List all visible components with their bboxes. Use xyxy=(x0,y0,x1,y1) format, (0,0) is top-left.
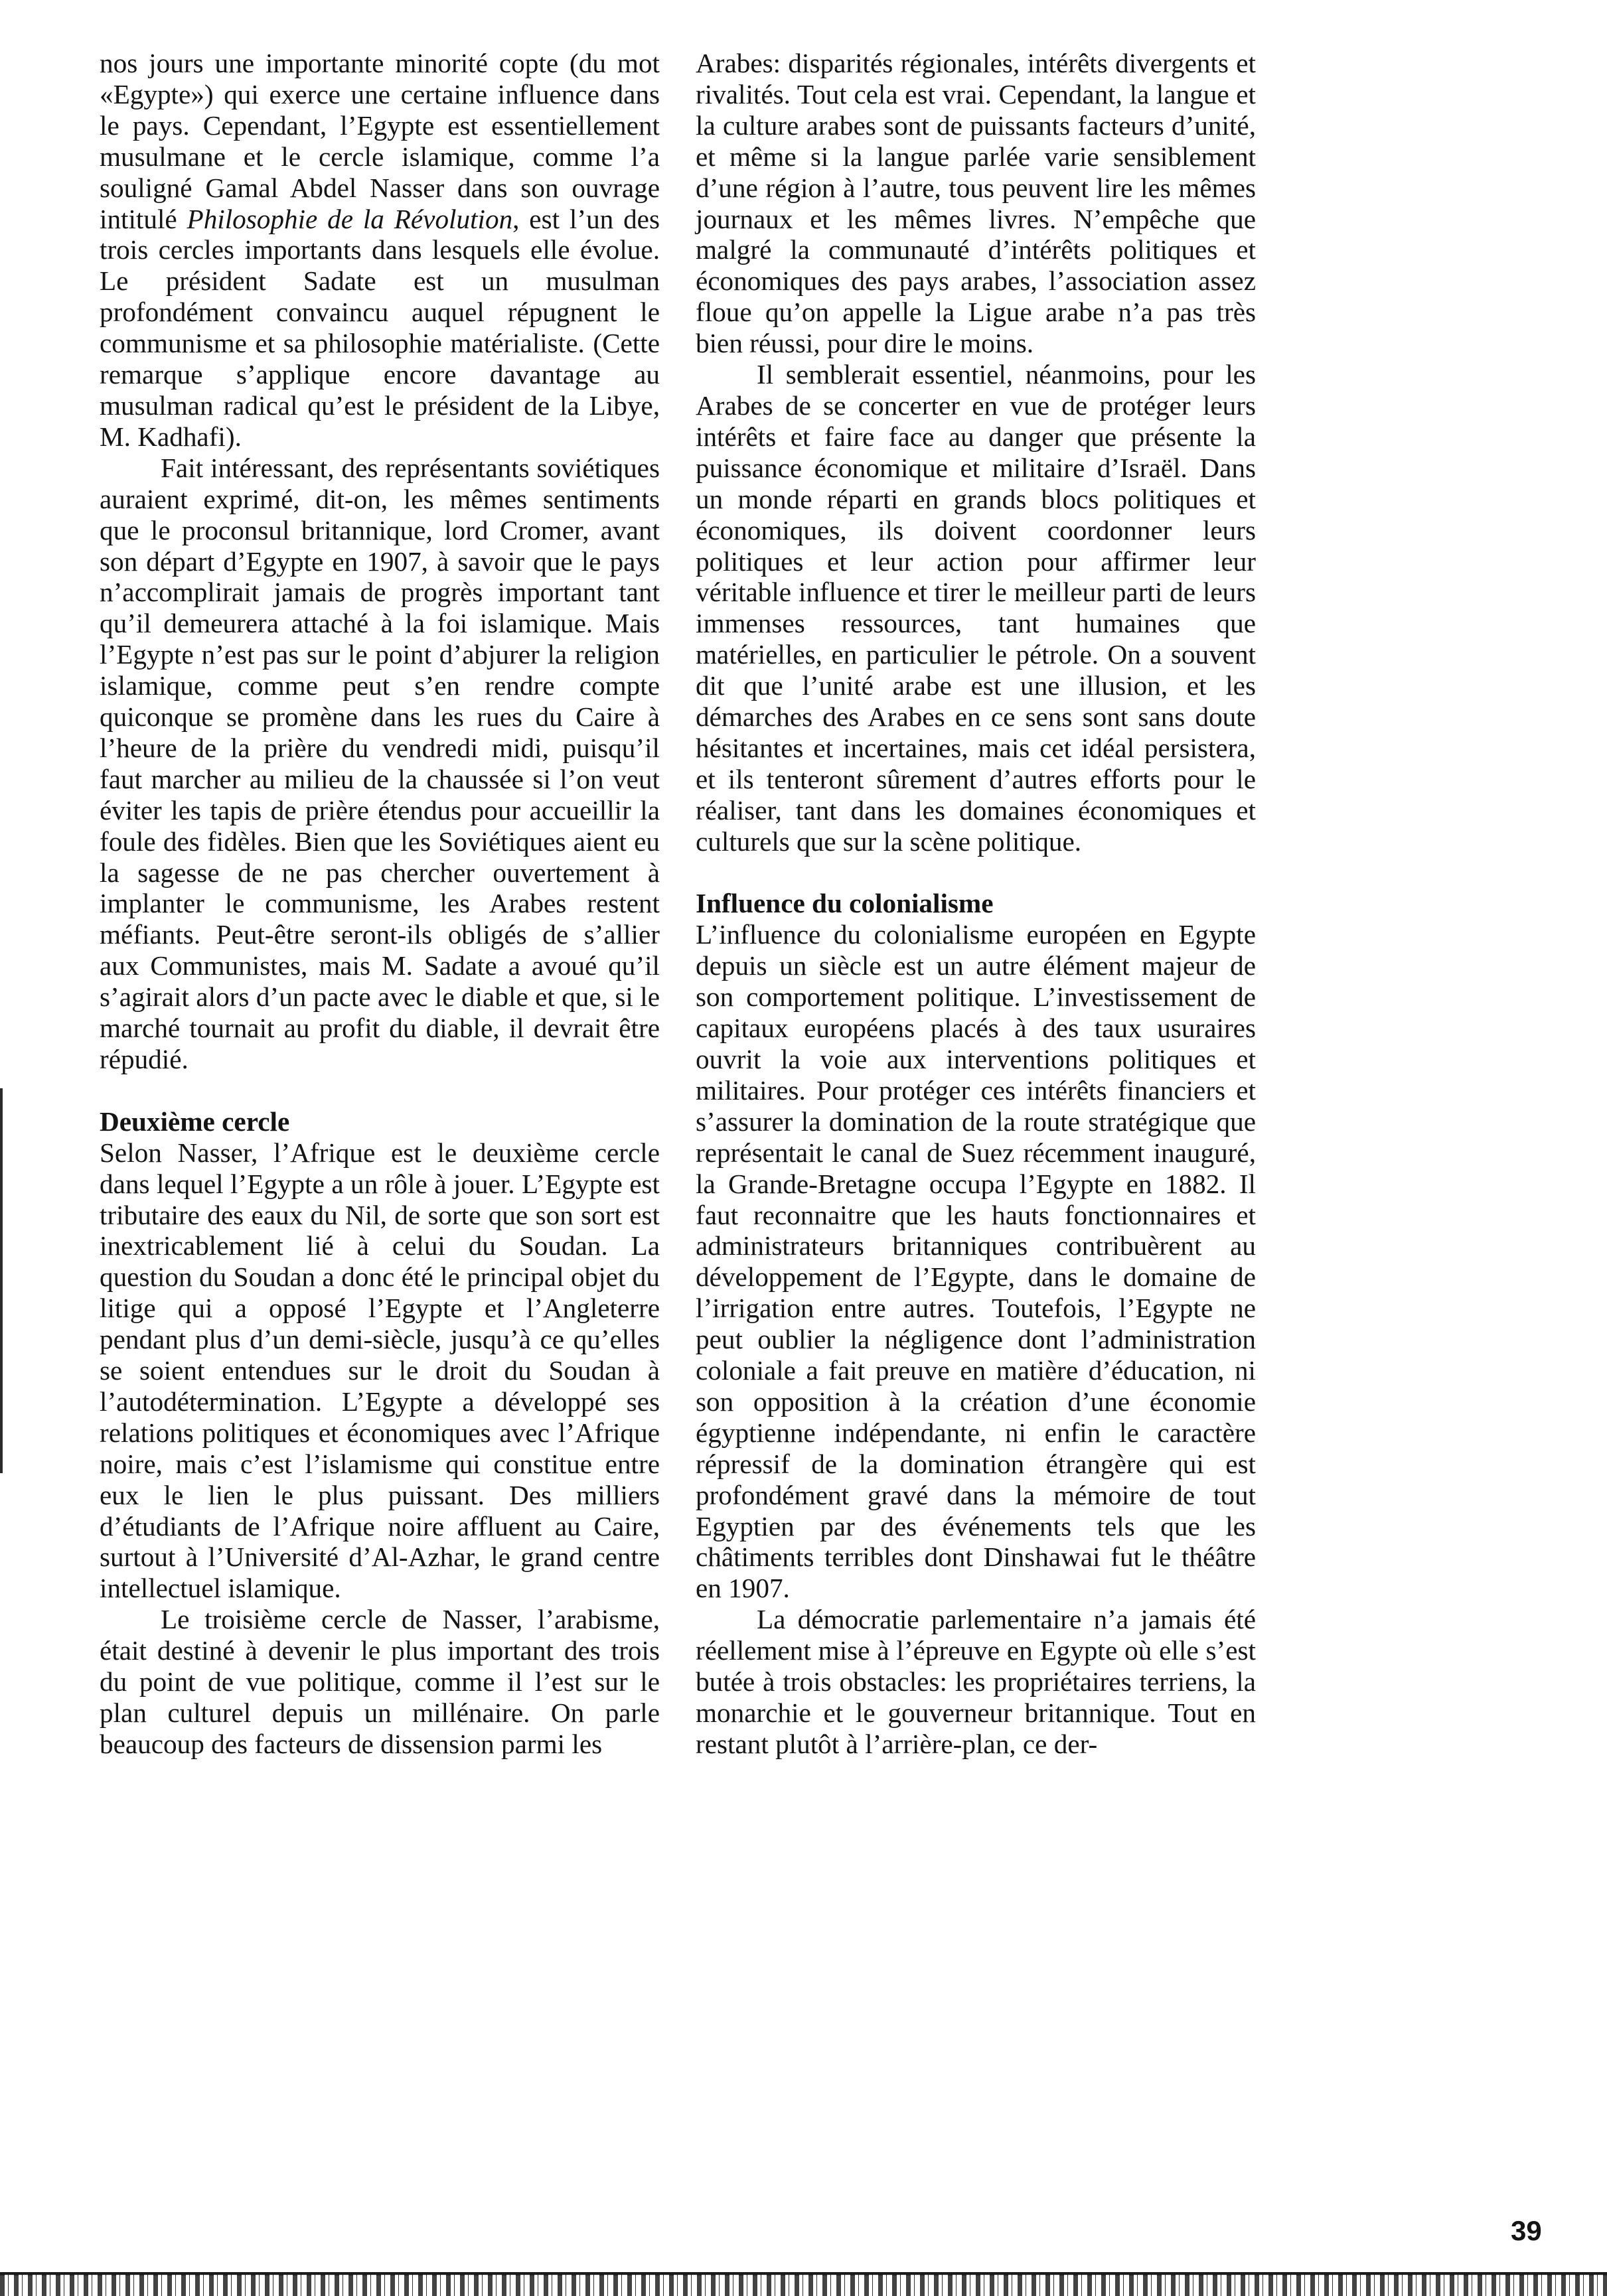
book-title: Philosophie de la Révolution xyxy=(187,203,513,234)
right-column xyxy=(696,48,1256,1760)
paragraph: Le troisième cercle de Nasser, l’arabisme, était destiné à devenir le plus important des trois du point de vue politique, comme il l’est sur le plan culturel depuis un millénaire. On parle beaucoup des facteurs de dissension parmi les xyxy=(100,1604,660,1759)
scan-border-noise xyxy=(0,2275,1607,2296)
paragraph: La démocratie parlementaire n’a jamais été réellement mise à l’épreuve en Egypte où elle s’est butée à trois obstacles: les propriétaires terriens, la monarchie et le gouverneur britannique. Tout en restant plutôt à l’arrière-plan, ce der- xyxy=(696,1604,1256,1759)
section-heading: Influence du colonialisme xyxy=(696,888,994,919)
page-number: 39 xyxy=(1511,2215,1542,2246)
paragraph: Fait intéressant, des représentants soviétiques auraient exprimé, dit-on, les mêmes sentiments que le proconsul britannique, lord Cromer, avant son départ d’Egypte en 1907, à savoir que le pays n’accomplirait jamais de progrès important tant qu’il demeurera attaché à la foi islamique. Mais l’Egypte n’est pas sur le point d’abjurer la religion islamique, comme peut s’en rendre compte quiconque se promène dans les rues du Caire à l’heure de la prière du vendredi midi, puisqu’il faut marcher au milieu de la chaussée si l’on veut éviter les tapis de prière étendus pour accueillir la foule des fidèles. Bien que les Soviétiques aient eu la sagesse de ne pas chercher ouvertement à implanter le communisme, les Arabes restent méfiants. Peut-être seront-ils obligés de s’allier aux Communistes, mais M. Sadate a avoué qu’il s’agirait alors d’un pacte avec le diable et que, si le marché tournait au profit du diable, il devrait être répudié. xyxy=(100,452,660,1074)
paragraph: Arabes: disparités régionales, intérêts divergents et rivalités. Tout cela est vrai. Cependant, la langue et la culture arabes sont de puissants facteurs d’unité, et même si la langue parlée varie sensiblement d’une région à l’autre, tous peuvent lire les mêmes journaux et les mêmes livres. N’empêche que malgré la communauté d’intérêts politiques et économiques des pays arabes, l’association assez floue qu’on appelle la Ligue arabe n’a pas très bien réussi, pour dire le moins. xyxy=(696,48,1256,359)
paragraph: L’influence du colonialisme européen en Egypte depuis un siècle est un autre élément majeur de son comportement politique. L’investissement de capitaux européens placés à des taux usuraires ouvrit la voie aux interventions politiques et militaires. Pour protéger ces intérêts financiers et s’assurer la domination de la route stratégique que représentait le canal de Suez récemment inauguré, la Grande-Bretagne occupa l’Egypte en 1882. Il faut reconnaitre que les hauts fonctionnaires et administrateurs britanniques contribuèrent au développement de l’Egypte, dans le domaine de l’irrigation entre autres. Toutefois, l’Egypte ne peut oublier la négligence dont l’administration coloniale a fait preuve en matière d’éducation, ni son opposition à la création d’une économie égyptienne indépendante, ni enfin le caractère répressif de la domination étrangère qui est profondément gravé dans la mémoire de tout Egyptien par des événements tels que les châtiments terribles dont Dinshawai fut le théâtre en 1907. xyxy=(696,919,1256,1604)
paragraph: nos jours une importante minorité copte (du mot «Egypte») qui exerce une certaine influence dans le pays. Cependant, l’Egypte est essentiellement musulmane et le cercle islamique, comme l’a souligné Gamal Abdel Nasser dans son ouvrage intitulé Philosophie de la Révolution, est l’un des trois cercles importants dans lesquels elle évolue. Le président Sadate est un musulman profondément convaincu auquel répugnent le communisme et sa philosophie matérialiste. (Cette remarque s’applique encore davantage au musulman radical qu’est le président de la Libye, M. Kadhafi). xyxy=(100,48,660,452)
paragraph: Selon Nasser, l’Afrique est le deuxième cercle dans lequel l’Egypte a un rôle à jouer. L’Egypte est tributaire des eaux du Nil, de sorte que son sort est inextricablement lié à celui du Soudan. La question du Soudan a donc été le principal objet du litige qui a opposé l’Egypte et l’Angleterre pendant plus d’un demi-siècle, jusqu’à ce qu’elles se soient entendues sur le droit du Soudan à l’autodétermination. L’Egypte a développé ses relations politiques et économiques avec l’Afrique noire, mais c’est l’islamisme qui constitue entre eux le lien le plus puissant. Des milliers d’étudiants de l’Afrique noire affluent au Caire, surtout à l’Université d’Al-Azhar, le grand centre intellectuel islamique. xyxy=(100,1137,660,1604)
scan-edge-mark xyxy=(0,1088,3,1473)
left-column xyxy=(100,48,660,1760)
paragraph: Il semblerait essentiel, néanmoins, pour les Arabes de se concerter en vue de protéger leurs intérêts et faire face au danger que présente la puissance économique et militaire d’Israël. Dans un monde réparti en grands blocs politiques et économiques, ils doivent coordonner leurs politiques et leur action pour affirmer leur véritable influence et tirer le meilleur parti de leurs immenses ressources, tant humaines que matérielles, en particulier le pétrole. On a souvent dit que l’unité arabe est une illusion, et les démarches des Arabes en ce sens sont sans doute hésitantes et incertaines, mais cet idéal persistera, et ils tenteront sûrement d’autres efforts pour le réaliser, tant dans les domaines économiques et culturels que sur la scène politique. xyxy=(696,359,1256,857)
section-heading: Deuxième cercle xyxy=(100,1106,290,1137)
